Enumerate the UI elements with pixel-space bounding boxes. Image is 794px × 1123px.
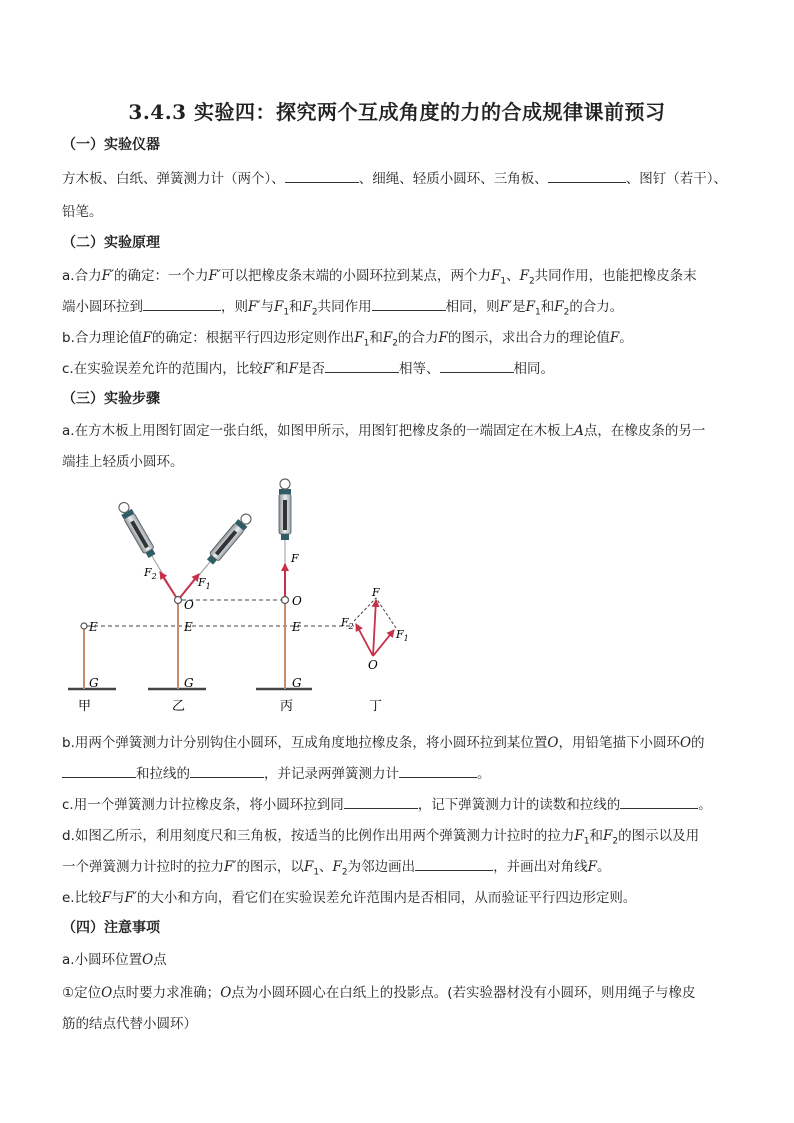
s2-line-b: b.合力理论值F的确定：根据平行四边形定则作出$F_1$和$F_2$的合力F的图示，求出合力的理论值F。 <box>62 330 633 349</box>
blank[interactable] <box>620 794 698 809</box>
s1-line-1: 方木板、白纸、弹簧测力计（两个）、 、细绳、轻质小圆环、三角板、 、图钉（若干）、 <box>62 167 727 187</box>
setup-yi <box>116 500 254 714</box>
spring-scale-right <box>205 511 253 565</box>
svg-text:丁: 丁 <box>369 699 383 714</box>
s3-line-a2: 端挂上轻质小圆环。 <box>62 454 184 470</box>
blank[interactable] <box>399 763 477 778</box>
s4-line-n2: 筋的结点代替小圆环） <box>62 1016 197 1032</box>
svg-text:F: F <box>291 552 299 565</box>
setup-jia <box>68 620 116 714</box>
blank[interactable] <box>325 358 399 373</box>
setup-bing <box>256 479 312 714</box>
s1-line-2: 铅笔。 <box>62 204 103 220</box>
svg-text:E: E <box>292 620 301 634</box>
label-jia: 甲 <box>78 699 92 714</box>
svg-text:O: O <box>292 594 302 608</box>
s3-line-b1: b.用两个弹簧测力计分别钩住小圆环，互成角度地拉橡皮条，将小圆环拉到某位置O，用铅笔描下小圆环O的 <box>62 735 705 751</box>
s3-line-d1: d.如图乙所示，利用刻度尺和三角板，按适当的比例作出用两个弹簧测力计拉时的拉力$F_1$和$F_2$的图示以及用 <box>62 828 700 847</box>
blank[interactable] <box>285 168 359 183</box>
s3-line-a1: a.在方木板上用图钉固定一张白纸，如图甲所示，用图钉把橡皮条的一端固定在木板上A点，在橡皮条的另一 <box>62 423 706 439</box>
section-4-heading: （四）注意事项 <box>62 920 160 936</box>
blank[interactable] <box>415 856 493 871</box>
page-title: 3.4.3 实验四：探究两个互成角度的力的合成规律课前预习 <box>128 100 666 124</box>
svg-text:E: E <box>184 620 193 634</box>
s2-line-c: c.在实验误差允许的范围内，比较F′和F是否 相等、 相同。 <box>62 357 554 377</box>
blank[interactable] <box>440 358 514 373</box>
arrow-F2 <box>160 572 178 600</box>
s3-line-e: e.比较F与F′的大小和方向，看它们在实验误差允许范围内是否相同，从而验证平行四边形定则。 <box>62 890 637 906</box>
s4-line-n1: ①定位O点时要力求准确；O点为小圆环圆心在白纸上的投影点。(若实验器材没有小圆环，则用绳子与橡皮 <box>62 985 696 1001</box>
experiment-figure <box>60 478 480 718</box>
svg-text:F1: $F_1$ <box>198 576 211 591</box>
blank[interactable] <box>143 296 221 311</box>
svg-text:F2: $F_2$ <box>341 616 354 631</box>
blank[interactable] <box>372 296 446 311</box>
arrow-F1 <box>178 574 199 600</box>
blank[interactable] <box>548 168 626 183</box>
label-G: G <box>89 676 99 690</box>
section-1-heading: （一）实验仪器 <box>62 137 160 153</box>
blank[interactable] <box>62 763 136 778</box>
section-3-heading: （三）实验步骤 <box>62 391 160 407</box>
svg-text:F: F <box>372 586 380 599</box>
svg-text:G: G <box>292 676 302 690</box>
svg-text:O: O <box>368 658 378 672</box>
spring-scale-single <box>279 479 291 540</box>
svg-text:F2: $F_2$ <box>144 566 157 581</box>
blank[interactable] <box>190 763 264 778</box>
s3-line-b2: 和拉线的 ，并记录两弹簧测力计 。 <box>62 762 491 782</box>
svg-text:丙: 丙 <box>280 699 294 714</box>
s2-line-a1: a.合力F′的确定：一个力F′可以把橡皮条末端的小圆环拉到某点，两个力$F_1$、$F_2$共同作用，也能把橡皮条末 <box>62 268 697 287</box>
spring-scale-left <box>116 500 157 559</box>
s3-line-d2: 一个弹簧测力计拉时的拉力F′的图示，以$F_1$、$F_2$为邻边画出 ，并画出对角线F。 <box>62 855 611 878</box>
label-E: E <box>89 620 98 634</box>
svg-text:G: G <box>184 676 194 690</box>
svg-text:乙: 乙 <box>172 699 186 714</box>
svg-text:F1: $F_1$ <box>396 628 409 643</box>
section-2-heading: （二）实验原理 <box>62 235 160 251</box>
s2-line-a2: 端小圆环拉到 ，则F′与$F_1$和$F_2$共同作用 相同，则F′是$F_1$和$F_2$的合力。 <box>62 295 623 318</box>
s3-line-c: c.用一个弹簧测力计拉橡皮条，将小圆环拉到同 ，记下弹簧测力计的读数和拉线的 。 <box>62 793 712 813</box>
s4-line-a: a.小圆环位置O点 <box>62 952 167 968</box>
blank[interactable] <box>344 794 418 809</box>
setup-ding <box>340 586 409 714</box>
svg-text:O: O <box>184 598 194 612</box>
small-ring <box>175 597 182 604</box>
